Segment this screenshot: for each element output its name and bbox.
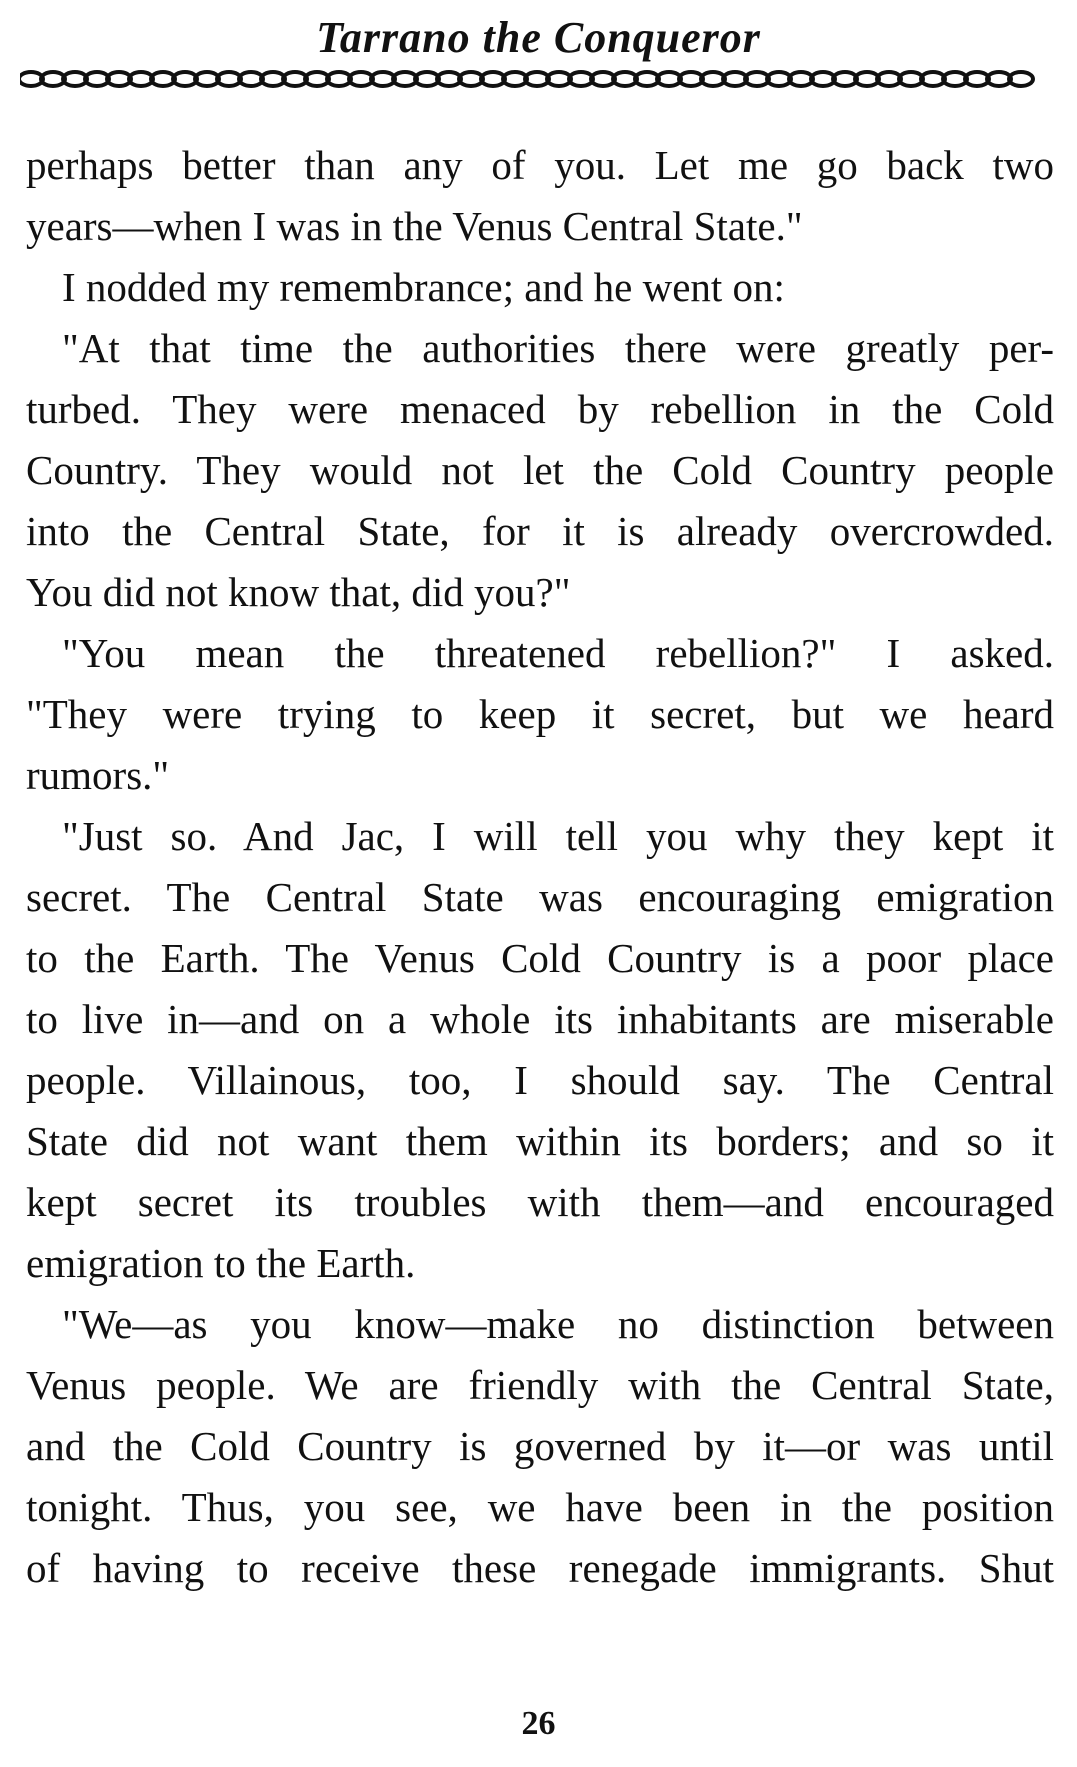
text-line: secret. The Central State was encouraging emigration xyxy=(26,874,1054,920)
text-line: tonight. Thus, you see, we have been in the position xyxy=(26,1484,1054,1530)
text-line: "You mean the threatened rebellion?" I asked. xyxy=(62,630,1054,676)
text-line: State did not want them within its borders; and so it xyxy=(26,1118,1054,1164)
text-line: of having to receive these renegade immigrants. Shut xyxy=(26,1545,1054,1591)
running-title: Tarrano the Conqueror xyxy=(316,13,761,62)
text-line: rumors." xyxy=(26,752,170,798)
text-line: Country. They would not let the Cold Country people xyxy=(26,447,1054,493)
text-line: turbed. They were menaced by rebellion in the Cold xyxy=(26,386,1054,432)
text-line: "They were trying to keep it secret, but we heard xyxy=(26,691,1054,737)
decorative-chain-rule xyxy=(20,68,1050,90)
text-line: perhaps better than any of you. Let me go back two xyxy=(26,142,1054,188)
text-line: years—when I was in the Venus Central State." xyxy=(26,203,803,249)
text-line: emigration to the Earth. xyxy=(26,1240,416,1286)
text-line: people. Villainous, too, I should say. The Central xyxy=(26,1057,1054,1103)
body-text xyxy=(26,135,1054,1599)
text-line: to the Earth. The Venus Cold Country is a poor place xyxy=(26,935,1054,981)
text-line: into the Central State, for it is already overcrowded. xyxy=(26,508,1054,554)
text-line: to live in—and on a whole its inhabitants are miserable xyxy=(26,996,1054,1042)
text-line: I nodded my remembrance; and he went on: xyxy=(62,264,785,310)
text-line: and the Cold Country is governed by it—or was until xyxy=(26,1423,1054,1469)
text-line: kept secret its troubles with them—and encouraged xyxy=(26,1179,1054,1225)
text-line: "Just so. And Jac, I will tell you why they kept it xyxy=(62,813,1054,859)
text-line: "At that time the authorities there were greatly per- xyxy=(62,325,1054,371)
page-number: 26 xyxy=(521,1705,556,1742)
text-line: Venus people. We are friendly with the Central State, xyxy=(26,1362,1054,1408)
text-line: You did not know that, did you?" xyxy=(26,569,571,615)
text-line: "We—as you know—make no distinction between xyxy=(62,1301,1054,1347)
